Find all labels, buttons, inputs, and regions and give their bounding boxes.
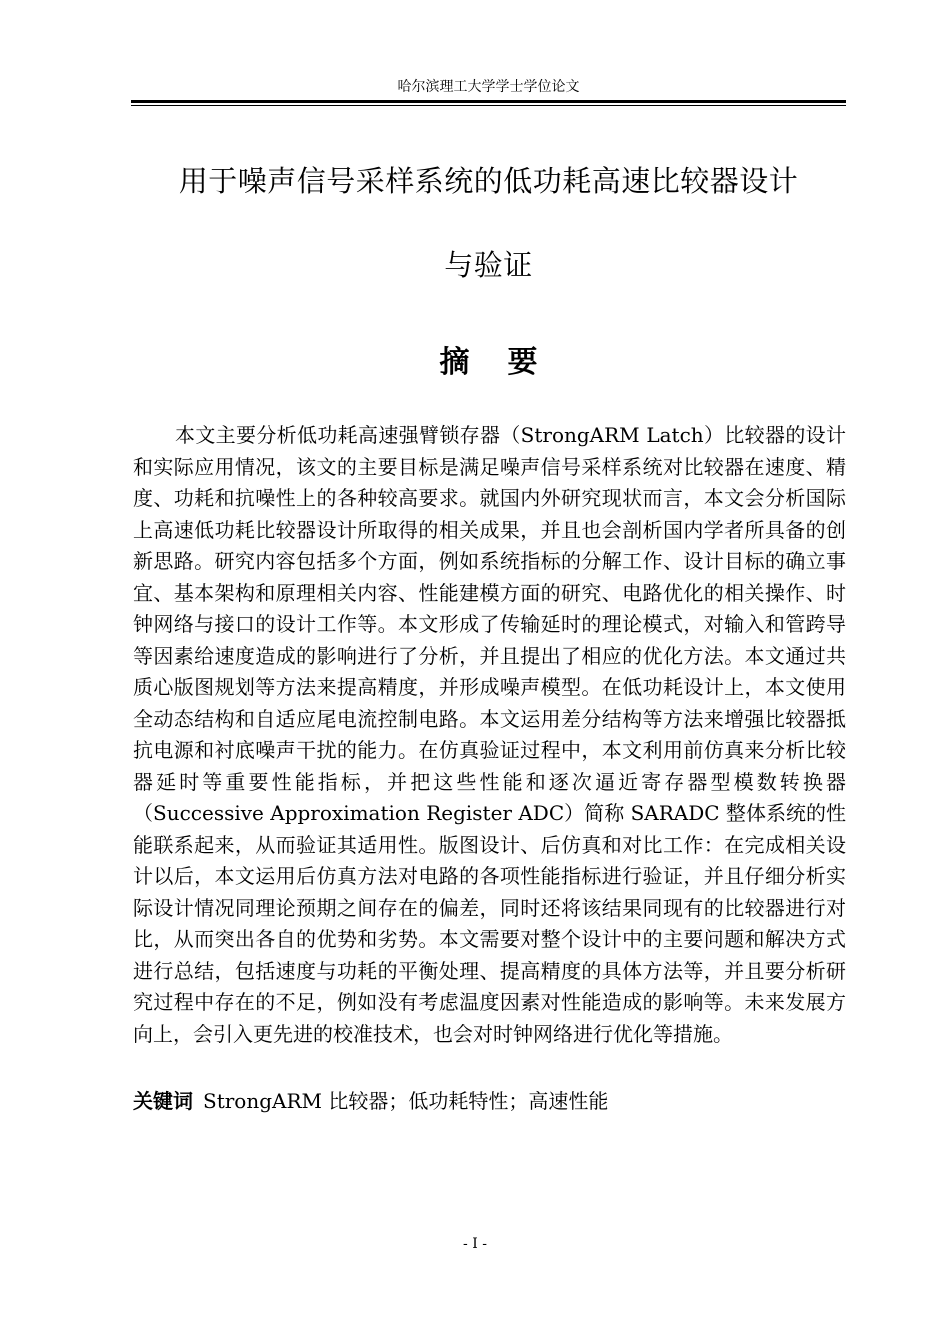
running-header: 哈尔滨理工大学学士学位论文 bbox=[397, 79, 580, 95]
thesis-title-line-2: 与验证 bbox=[444, 248, 533, 282]
header-rule-thick bbox=[131, 100, 846, 103]
abstract-heading: 摘要 bbox=[439, 345, 576, 380]
abstract-body: 本文主要分析低功耗高速强臂锁存器（StrongARM Latch）比较器的设计和实际应用情况，该文的主要目标是满足噪声信号采样系统对比较器在速度、精度、功耗和抗噪性上的各种较高要求。就国内外研究现状而言，本文会分析国际上高速低功耗比较器设计所取得的相关成果，并且也会剖析国内学者所具备的创新思路。研究内容包括多个方面，例如系统指标的分解工作、设计目标的确立事宜、基本架构和原理相关内容、性能建模方面的研究、电路优化的相关操作、时钟网络与接口的设计工作等。本文形成了传输延时的理论模式，对输入和管跨导等因素给速度造成的影响进行了分析，并且提出了相应的优化方法。本文通过共质心版图规划等方法来提高精度，并形成噪声模型。在低功耗设计上，本文使用全动态结构和自适应尾电流控制电路。本文运用差分结构等方法来增强比较器抵抗电源和衬底噪声干扰的能力。在仿真验证过程中，本文利用前仿真来分析比较器延时等重要性能指标，并把这些性能和逐次逼近寄存器型模数转换器（Successive Approximation Register ADC）简称 SARADC 整体系统的性能联系起来，从而验证其适用性。版图设计、后仿真和对比工作：在完成相关设计以后，本文运用后仿真方法对电路的各项性能指标进行验证，并且仔细分析实际设计情况同理论预期之间存在的偏差，同时还将该结果同现有的比较器进行对比，从而突出各自的优势和劣势。本文需要对整个设计中的主要问题和解决方式进行总结，包括速度与功耗的平衡处理、提高精度的具体方法等，并且要分析研究过程中存在的不足，例如没有考虑温度因素对性能造成的影响等。未来发展方向上，会引入更先进的校准技术，也会对时钟网络进行优化等措施。 bbox=[133, 423, 846, 1046]
page-number: - I - bbox=[463, 1236, 487, 1252]
header-rule-thin bbox=[131, 105, 846, 106]
keywords-line bbox=[133, 1085, 846, 1114]
keywords-label: 关键词 bbox=[133, 1089, 193, 1113]
thesis-title-line-1: 用于噪声信号采样系统的低功耗高速比较器设计 bbox=[178, 164, 799, 198]
keywords-value: StrongARM 比较器；低功耗特性；高速性能 bbox=[203, 1089, 609, 1113]
